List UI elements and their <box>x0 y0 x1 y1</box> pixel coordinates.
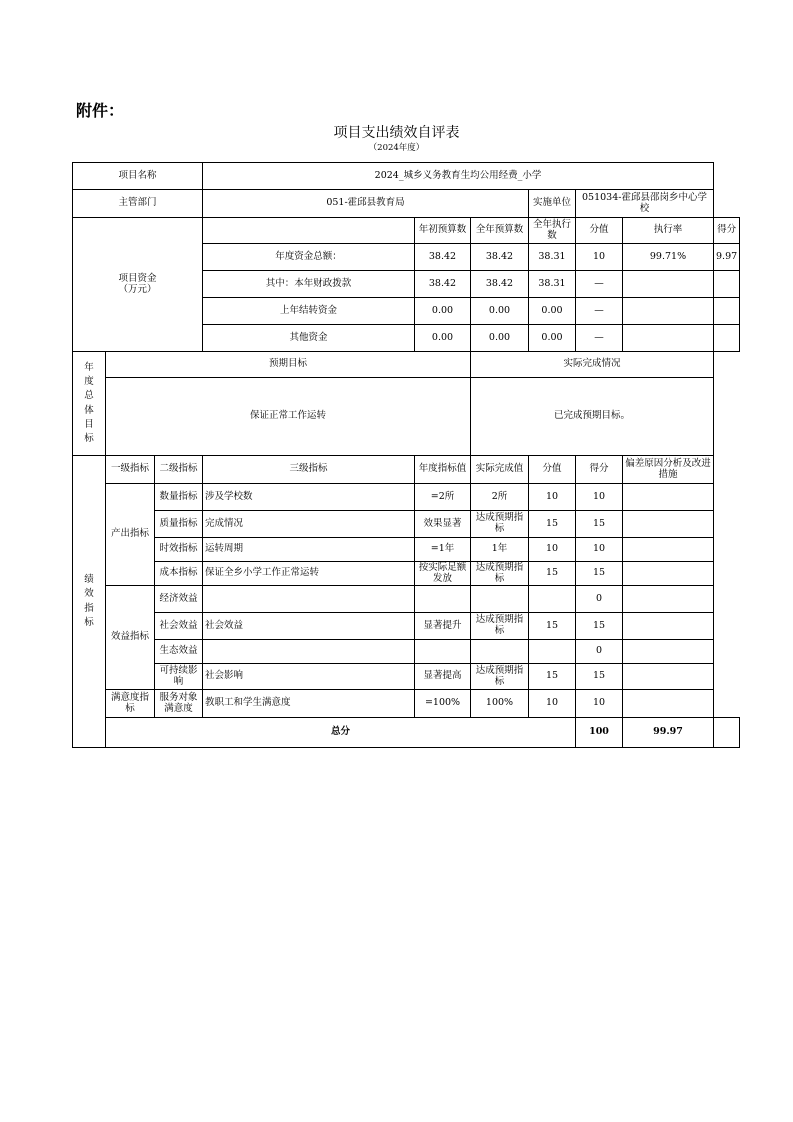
ind-level2: 数量指标 <box>155 484 203 511</box>
funds-row-initial: 0.00 <box>415 325 471 352</box>
indicator-row <box>73 586 740 613</box>
ind-actual: 1年 <box>471 538 529 562</box>
ind-header-level1: 一级指标 <box>106 456 155 484</box>
ind-score: 15 <box>576 562 623 586</box>
ind-target: 按实际足额发放 <box>415 562 471 586</box>
indicator-row <box>73 538 740 562</box>
ind-note <box>623 484 714 511</box>
self-evaluation-table <box>72 162 740 748</box>
funds-header-blank <box>203 218 415 244</box>
group-output: 产出指标 <box>106 484 155 586</box>
ind-header-target: 年度指标值 <box>415 456 471 484</box>
goals-actual: 已完成预期目标。 <box>471 378 714 456</box>
funds-row-executed: 0.00 <box>529 298 576 325</box>
total-label: 总分 <box>106 718 576 748</box>
group-satisfaction: 满意度指标 <box>106 690 155 718</box>
ind-note <box>623 511 714 538</box>
ind-weight: 10 <box>529 690 576 718</box>
ind-actual <box>471 586 529 613</box>
funds-row-weight: — <box>576 298 623 325</box>
goals-expected-label: 预期目标 <box>106 352 471 378</box>
ind-level3: 运转周期 <box>203 538 415 562</box>
ind-level3: 涉及学校数 <box>203 484 415 511</box>
ind-header-note: 偏差原因分析及改进措施 <box>623 456 714 484</box>
ind-note <box>623 613 714 640</box>
ind-level2: 服务对象满意度 <box>155 690 203 718</box>
ind-target: 效果显著 <box>415 511 471 538</box>
funds-row-weight: — <box>576 325 623 352</box>
total-note <box>714 718 740 748</box>
ind-header-score: 得分 <box>576 456 623 484</box>
ind-actual <box>471 640 529 664</box>
goals-label: 年 度 总 体 目 标 <box>73 352 106 456</box>
goals-header-row <box>73 352 740 378</box>
ind-actual: 2所 <box>471 484 529 511</box>
funds-label: 项目资金 <box>118 272 157 284</box>
goals-actual-label: 实际完成情况 <box>471 352 714 378</box>
indicator-row <box>73 664 740 690</box>
ind-level3 <box>203 640 415 664</box>
funds-row-rate <box>623 298 714 325</box>
funds-row-rate <box>623 325 714 352</box>
ind-level2: 经济效益 <box>155 586 203 613</box>
ind-weight: 15 <box>529 511 576 538</box>
ind-level3: 社会效益 <box>203 613 415 640</box>
indicator-row <box>73 690 740 718</box>
funds-header-row <box>73 218 740 244</box>
ind-target: =1年 <box>415 538 471 562</box>
page-title: 项目支出绩效自评表 <box>333 125 460 141</box>
funds-row-label: 年度资金总额： <box>203 244 415 271</box>
funds-unit: （万元） <box>118 283 157 295</box>
ind-score: 0 <box>576 640 623 664</box>
goals-content-row <box>73 378 740 456</box>
ind-weight <box>529 640 576 664</box>
funds-row-initial: 0.00 <box>415 298 471 325</box>
ind-level3: 完成情况 <box>203 511 415 538</box>
funds-row-initial: 38.42 <box>415 244 471 271</box>
funds-row-score <box>714 298 740 325</box>
ind-level3 <box>203 586 415 613</box>
ind-note <box>623 586 714 613</box>
funds-row-annual: 38.42 <box>471 244 529 271</box>
total-score: 99.97 <box>623 718 714 748</box>
ind-score: 10 <box>576 690 623 718</box>
ind-weight: 15 <box>529 664 576 690</box>
funds-label-cell <box>73 218 203 352</box>
indicator-row <box>73 562 740 586</box>
ind-note <box>623 640 714 664</box>
ind-note <box>623 690 714 718</box>
ind-actual: 达成预期指标 <box>471 664 529 690</box>
funds-row-executed: 38.31 <box>529 244 576 271</box>
funds-header-annual: 全年预算数 <box>471 218 529 244</box>
ind-target: 显著提升 <box>415 613 471 640</box>
funds-row-annual: 38.42 <box>471 271 529 298</box>
indicator-row <box>73 640 740 664</box>
project-name-value: 2024_城乡义务教育生均公用经费_小学 <box>203 163 714 190</box>
ind-weight: 10 <box>529 538 576 562</box>
ind-target <box>415 640 471 664</box>
total-row <box>73 718 740 748</box>
ind-actual: 100% <box>471 690 529 718</box>
ind-header-level3: 三级指标 <box>203 456 415 484</box>
indicators-label: 绩 效 指 标 <box>73 456 106 748</box>
ind-target: =100% <box>415 690 471 718</box>
ind-score: 10 <box>576 538 623 562</box>
funds-row-label: 其他资金 <box>203 325 415 352</box>
indicator-row <box>73 484 740 511</box>
ind-level3: 教职工和学生满意度 <box>203 690 415 718</box>
funds-header-weight: 分值 <box>576 218 623 244</box>
unit-value: 051034-霍邱县邵岗乡中心学校 <box>576 190 714 218</box>
ind-score: 15 <box>576 511 623 538</box>
project-name-label: 项目名称 <box>73 163 203 190</box>
funds-row-weight: — <box>576 271 623 298</box>
ind-target <box>415 586 471 613</box>
goals-expected: 保证正常工作运转 <box>106 378 471 456</box>
funds-row-executed: 38.31 <box>529 271 576 298</box>
ind-actual: 达成预期指标 <box>471 613 529 640</box>
year-subtitle: （2024年度） <box>368 143 425 153</box>
ind-note <box>623 538 714 562</box>
funds-row-score: 9.97 <box>714 244 740 271</box>
indicators-header-row <box>73 456 740 484</box>
funds-row-annual: 0.00 <box>471 325 529 352</box>
ind-target: =2所 <box>415 484 471 511</box>
ind-header-weight: 分值 <box>529 456 576 484</box>
ind-level2: 社会效益 <box>155 613 203 640</box>
funds-row-label: 其中：本年财政拨款 <box>203 271 415 298</box>
ind-level2: 可持续影响 <box>155 664 203 690</box>
ind-level3: 保证全乡小学工作正常运转 <box>203 562 415 586</box>
ind-header-level2: 二级指标 <box>155 456 203 484</box>
ind-level2: 成本指标 <box>155 562 203 586</box>
ind-weight <box>529 586 576 613</box>
ind-score: 15 <box>576 664 623 690</box>
total-weight: 100 <box>576 718 623 748</box>
ind-weight: 15 <box>529 562 576 586</box>
funds-row-rate <box>623 271 714 298</box>
attachment-label: 附件： <box>76 101 125 120</box>
ind-score: 0 <box>576 586 623 613</box>
ind-level3: 社会影响 <box>203 664 415 690</box>
funds-row-rate: 99.71% <box>623 244 714 271</box>
dept-label: 主管部门 <box>73 190 203 218</box>
funds-row-score <box>714 271 740 298</box>
ind-actual: 达成预期指标 <box>471 511 529 538</box>
ind-weight: 15 <box>529 613 576 640</box>
ind-score: 15 <box>576 613 623 640</box>
unit-label: 实施单位 <box>529 190 576 218</box>
funds-row-weight: 10 <box>576 244 623 271</box>
funds-header-rate: 执行率 <box>623 218 714 244</box>
ind-note <box>623 664 714 690</box>
funds-header-initial: 年初预算数 <box>415 218 471 244</box>
ind-header-actual: 实际完成值 <box>471 456 529 484</box>
group-benefit: 效益指标 <box>106 586 155 690</box>
project-name-row <box>73 163 740 190</box>
ind-target: 显著提高 <box>415 664 471 690</box>
dept-row <box>73 190 740 218</box>
funds-header-score: 得分 <box>714 218 740 244</box>
ind-level2: 质量指标 <box>155 511 203 538</box>
ind-actual: 达成预期指标 <box>471 562 529 586</box>
funds-row-score <box>714 325 740 352</box>
funds-row-annual: 0.00 <box>471 298 529 325</box>
ind-score: 10 <box>576 484 623 511</box>
funds-row-executed: 0.00 <box>529 325 576 352</box>
ind-weight: 10 <box>529 484 576 511</box>
funds-row-label: 上年结转资金 <box>203 298 415 325</box>
funds-row-initial: 38.42 <box>415 271 471 298</box>
funds-header-executed: 全年执行数 <box>529 218 576 244</box>
ind-note <box>623 562 714 586</box>
indicator-row <box>73 613 740 640</box>
ind-level2: 时效指标 <box>155 538 203 562</box>
indicator-row <box>73 511 740 538</box>
dept-value: 051-霍邱县教育局 <box>203 190 529 218</box>
ind-level2: 生态效益 <box>155 640 203 664</box>
